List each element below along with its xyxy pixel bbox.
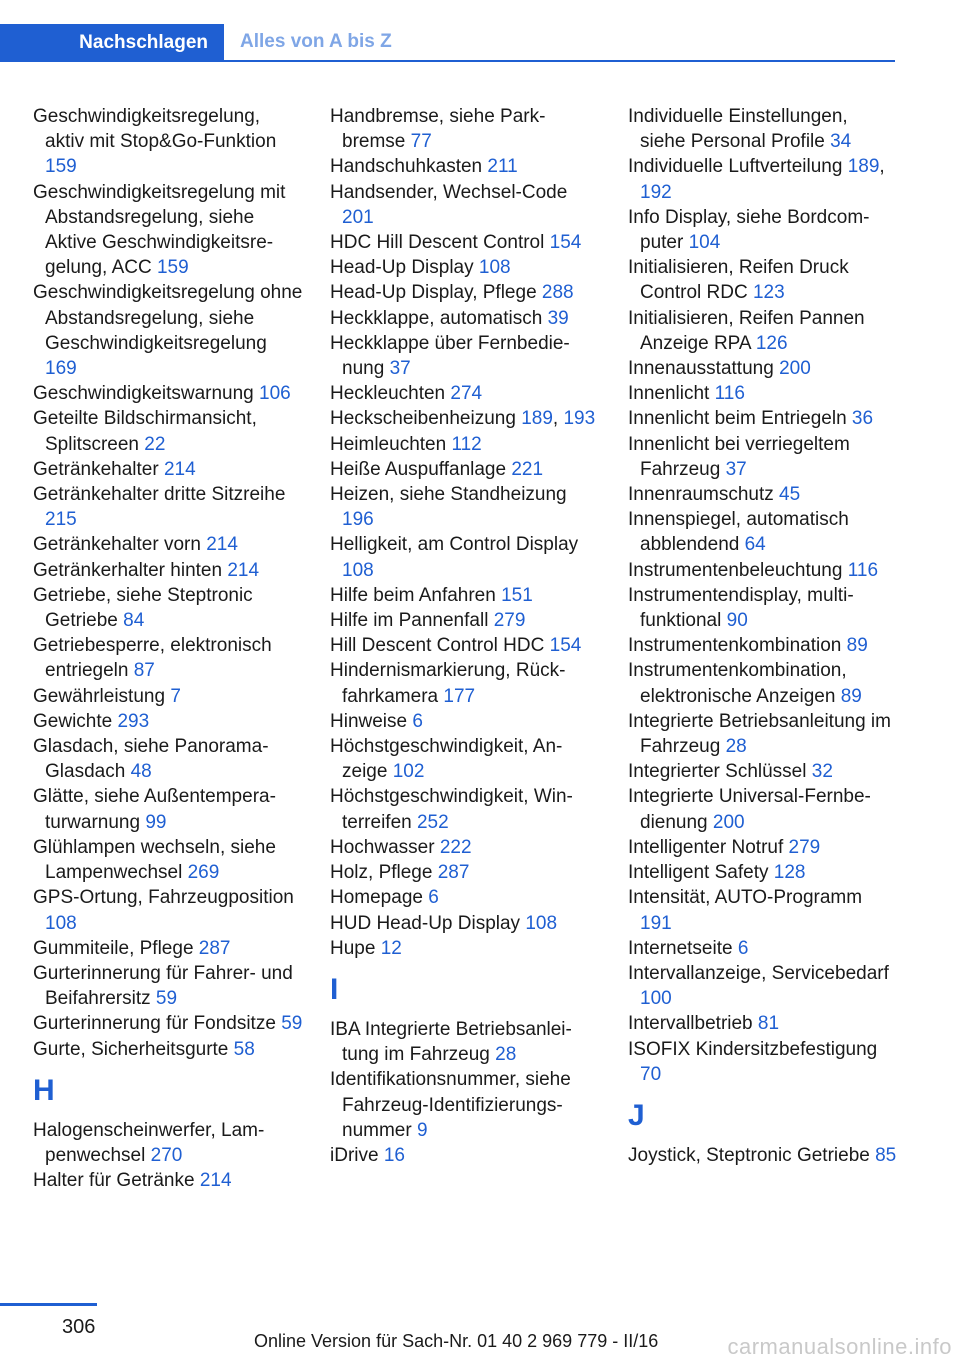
index-term: Heckklappe, automatisch [330, 307, 543, 329]
page-link[interactable]: 85 [875, 1144, 897, 1166]
index-term: Hilfe beim Anfahren [330, 584, 496, 606]
page-link[interactable]: 45 [779, 484, 801, 506]
index-entry [33, 180, 303, 281]
index-entry [628, 558, 898, 583]
index-term: Joystick, Steptronic Getriebe [628, 1144, 870, 1166]
page-link[interactable]: 34 [830, 131, 852, 153]
index-term: HDC Hill Descent Control [330, 232, 545, 254]
index-entry [628, 936, 898, 961]
page-link[interactable]: 214 [163, 458, 196, 480]
index-entry [628, 482, 898, 507]
index-entry [33, 936, 303, 961]
index-entry [628, 961, 898, 1011]
index-term: Innenlicht [628, 383, 710, 405]
page-link[interactable]: 123 [752, 282, 785, 304]
index-term: Instrumentendisplay, multifunktional [628, 584, 854, 632]
page-link[interactable]: 112 [451, 433, 482, 455]
index-term: Heimleuchten [330, 433, 447, 455]
section-letter: I [330, 972, 339, 1006]
page-link[interactable]: 81 [757, 1013, 780, 1035]
page-link[interactable]: 100 [640, 988, 672, 1010]
index-entry [33, 684, 303, 709]
index-entry [628, 381, 898, 406]
index-term: Heizen, siehe Standheizung [330, 484, 567, 506]
index-entry [330, 784, 600, 834]
index-entry [628, 835, 898, 860]
page-link[interactable]: 58 [233, 1038, 255, 1060]
index-entry [330, 911, 600, 936]
index-term: ISOFIX Kindersitzbefestigung [628, 1038, 878, 1060]
index-entry [33, 961, 303, 1011]
index-entry [628, 255, 898, 305]
index-entry [330, 658, 600, 708]
index-column-1 [33, 104, 303, 1193]
page-link[interactable]: 9 [416, 1119, 428, 1141]
index-entry [33, 1118, 303, 1168]
page-link[interactable]: 287 [198, 937, 231, 959]
index-entry [628, 1143, 898, 1168]
index-entry [628, 432, 898, 482]
index-entry [330, 709, 600, 734]
page-link[interactable]: 6 [737, 937, 749, 959]
page-link[interactable]: 87 [133, 660, 155, 682]
index-entry [330, 180, 600, 230]
index-term: Intensität, AUTO-Programm [628, 887, 863, 909]
footer-rule [0, 1303, 97, 1306]
index-entry [628, 154, 898, 204]
page-link[interactable]: 108 [45, 912, 77, 934]
index-entry [330, 280, 600, 305]
index-entry [33, 734, 303, 784]
index-term: HUD Head-Up Display [330, 912, 521, 934]
page-link[interactable]: 222 [439, 836, 472, 858]
index-term: Head-Up Display, Pflege [330, 282, 537, 304]
page-link[interactable]: 28 [495, 1044, 517, 1066]
page-link[interactable]: 214 [206, 534, 238, 556]
online-version-note: Online Version für Sach-Nr. 01 40 2 969 779 - II/16 [254, 1331, 659, 1351]
index-term: Heckscheibenheizung [330, 408, 516, 430]
index-term: Hill Descent Control HDC [330, 635, 545, 657]
index-entry [33, 406, 303, 456]
index-entry [330, 457, 600, 482]
index-entry [33, 1011, 303, 1036]
page-link[interactable]: 59 [281, 1013, 303, 1035]
index-entry [33, 784, 303, 834]
index-entry [330, 835, 600, 860]
tab-nachschlagen[interactable] [0, 24, 224, 62]
index-term: Hochwasser [330, 836, 435, 858]
index-term: Holz, Pflege [330, 862, 433, 884]
index-entry [330, 532, 600, 582]
index-term: Gummiteile, Pflege [33, 937, 194, 959]
page-link[interactable]: 99 [145, 811, 167, 833]
index-entry [33, 381, 303, 406]
index-entry [330, 381, 600, 406]
index-term: Gurterinnerung für Fahrer- und Beifahrersitz [33, 962, 293, 1010]
index-entry [330, 1143, 600, 1168]
page-link[interactable]: 159 [45, 156, 77, 178]
index-term: Individuelle Luftverteilung [628, 156, 843, 178]
index-entry [628, 1037, 898, 1087]
index-column-3 [628, 104, 898, 1168]
index-term: Getränkehalter vorn [33, 534, 201, 556]
index-term: Integrierte Betriebsanleitung im Fahrzeug [628, 710, 891, 758]
page-link[interactable]: 77 [410, 131, 432, 153]
index-entry [33, 482, 303, 532]
tab-alles-label: Alles von A bis Z [240, 31, 392, 52]
page-link[interactable]: 32 [811, 761, 833, 783]
page-link[interactable]: 151 [501, 584, 533, 606]
index-term: Intelligent Safety [628, 862, 769, 884]
page-link[interactable]: 293 [117, 710, 150, 732]
index-entry [330, 608, 600, 633]
index-term: GPS-Ortung, Fahrzeugposition [33, 887, 294, 909]
page-link[interactable]: 39 [547, 307, 569, 329]
page-separator: , [879, 156, 885, 178]
section-letter: H [33, 1073, 55, 1107]
index-entry [330, 885, 600, 910]
index-term: Hilfe im Pannenfall [330, 610, 489, 632]
index-entry [628, 356, 898, 381]
index-term: Hupe [330, 937, 376, 959]
index-term: Hindernismarkierung, Rückfahrkamera [330, 660, 566, 707]
index-term: Heiße Auspuffanlage [330, 458, 507, 480]
index-entry [330, 1017, 600, 1067]
index-term: Innenspiegel, automatisch abblendend [628, 509, 849, 556]
index-entry [628, 860, 898, 885]
page-link[interactable]: 104 [688, 232, 721, 254]
index-entry [628, 885, 898, 935]
page-link[interactable]: 200 [779, 358, 811, 380]
page-link[interactable]: 84 [123, 610, 145, 632]
page-link[interactable]: 64 [744, 534, 766, 556]
page-link[interactable]: 215 [45, 509, 77, 531]
index-entry [628, 658, 898, 708]
page-link[interactable]: 154 [549, 232, 582, 254]
index-entry [33, 633, 303, 683]
index-term: Höchstgeschwindigkeit, Winterreifen [330, 786, 573, 833]
index-entry [628, 1011, 898, 1036]
page-link[interactable]: 16 [383, 1144, 405, 1166]
page-link[interactable]: 12 [380, 937, 402, 959]
page-link[interactable]: 154 [549, 635, 582, 657]
index-entry [33, 1168, 303, 1193]
page-link[interactable]: 37 [725, 458, 747, 480]
index-term: Gurte, Sicherheitsgurte [33, 1038, 229, 1060]
watermark: carmanualsonline.info [727, 1334, 952, 1359]
index-entry [33, 1037, 303, 1062]
index-term: Handbremse, siehe Parkbremse [330, 106, 546, 153]
index-term: Höchstgeschwindigkeit, Anzeige [330, 736, 563, 783]
page-link[interactable]: 196 [342, 509, 374, 531]
page-link[interactable]: 108 [525, 912, 558, 934]
page-link[interactable]: 279 [788, 836, 821, 858]
index-entry [33, 885, 303, 935]
page-link[interactable]: 89 [846, 635, 868, 657]
index-term: Handsender, Wechsel-Code [330, 181, 568, 203]
index-column-2 [330, 104, 600, 1168]
page-link[interactable]: 36 [851, 408, 874, 430]
index-entry [33, 583, 303, 633]
index-entry [330, 331, 600, 381]
index-entry [33, 835, 303, 885]
index-term: Individuelle Einstellungen, siehe Personal Profile [628, 106, 848, 153]
index-term: Hinweise [330, 710, 408, 732]
index-entry [628, 709, 898, 759]
index-term: Integrierter Schlüssel [628, 761, 807, 783]
page-link[interactable]: 89 [840, 685, 862, 707]
index-term: Geschwindigkeitsregelung ohne Abstandsregelung, siehe Geschwindigkeitsregelung [33, 282, 303, 354]
index-term: Heckklappe über Fernbedienung [330, 332, 570, 380]
page-link[interactable]: 191 [640, 912, 672, 934]
index-term: Halogenscheinwerfer, Lampenwechsel [33, 1119, 265, 1166]
index-term: Geteilte Bildschirmansicht, Splitscreen [33, 408, 257, 455]
page-link[interactable]: 90 [726, 610, 748, 632]
index-term: Heckleuchten [330, 383, 446, 405]
index-entry [628, 104, 898, 154]
page-link[interactable]: 193 [563, 408, 596, 430]
index-entry [628, 205, 898, 255]
index-term: Geschwindigkeitsregelung mit Abstandsregelung, siehe Aktive Geschwindigkeitsregelung, ACC [33, 181, 286, 279]
index-entry [330, 432, 600, 457]
index-entry [33, 558, 303, 583]
page-link[interactable]: 287 [437, 862, 470, 884]
index-term: Initialisieren, Reifen Pannen Anzeige RPA [628, 307, 865, 354]
page-link[interactable]: 214 [199, 1170, 232, 1192]
page-link[interactable]: 59 [155, 988, 178, 1010]
page-separator: , [552, 408, 559, 430]
page-link[interactable]: 192 [640, 181, 672, 203]
page-link[interactable]: 48 [130, 761, 152, 783]
index-term: Geschwindigkeitsregelung, aktiv mit Stop&Go-Funktion [33, 106, 277, 153]
page-link[interactable]: 189 [521, 408, 553, 430]
index-term: Getränkerhalter hinten [33, 559, 223, 581]
index-term: Geschwindigkeitswarnung [33, 383, 254, 405]
page-link[interactable]: 7 [170, 685, 181, 707]
page-link[interactable]: 28 [725, 736, 747, 758]
index-entry [330, 482, 600, 532]
page-number: 306 [62, 1316, 96, 1338]
index-term: Glasdach, siehe Panorama-Glasdach [33, 736, 269, 783]
page-link[interactable]: 116 [714, 383, 745, 405]
index-term: IBA Integrierte Betriebsanleitung im Fahrzeug [330, 1018, 572, 1066]
index-term: Gurterinnerung für Fondsitze [33, 1013, 276, 1035]
page-link[interactable]: 106 [259, 383, 291, 405]
index-entry [33, 709, 303, 734]
page-link[interactable]: 200 [712, 811, 745, 833]
page-link[interactable]: 288 [541, 282, 574, 304]
index-term: Instrumentenbeleuchtung [628, 559, 843, 581]
page-link[interactable]: 108 [342, 559, 374, 581]
page-link[interactable]: 37 [389, 358, 411, 380]
page-link[interactable]: 169 [45, 358, 77, 380]
index-entry [628, 507, 898, 557]
index-entry [330, 255, 600, 280]
header-rule [0, 60, 895, 62]
index-entry [330, 154, 600, 179]
page-link[interactable]: 6 [428, 887, 439, 909]
page-link[interactable]: 6 [412, 710, 423, 732]
index-entry [330, 734, 600, 784]
index-entry [628, 306, 898, 356]
page-link[interactable]: 274 [450, 383, 483, 405]
index-entry [330, 633, 600, 658]
index-term: Homepage [330, 887, 423, 909]
index-term: Internetseite [628, 937, 733, 959]
index-entry [330, 104, 600, 154]
page-link[interactable]: 214 [227, 559, 260, 581]
index-entry [330, 1067, 600, 1143]
index-term: Head-Up Display [330, 257, 474, 279]
page-link[interactable]: 189 [847, 156, 880, 178]
index-entry [330, 583, 600, 608]
index-term: Integrierte Universal-Fernbedienung [628, 786, 871, 833]
header-bar [0, 0, 895, 62]
tab-alles-von-a-bis-z[interactable] [240, 24, 392, 60]
page-link[interactable]: 269 [187, 862, 220, 884]
index-term: iDrive [330, 1144, 379, 1166]
page-link[interactable]: 128 [773, 862, 806, 884]
page-link[interactable]: 279 [493, 610, 526, 632]
index-entry [628, 633, 898, 658]
page-link[interactable]: 22 [144, 433, 166, 455]
index-term: Getriebesperre, elektronisch entriegeln [33, 635, 272, 682]
index-entry [330, 306, 600, 331]
page-link[interactable]: 221 [511, 458, 544, 480]
index-term: Helligkeit, am Control Display [330, 534, 579, 556]
index-term: Getränkehalter dritte Sitzreihe [33, 484, 286, 506]
index-term: Halter für Getränke [33, 1170, 195, 1192]
page-link[interactable]: 211 [487, 156, 518, 178]
index-term: Instrumentenkombination [628, 635, 842, 657]
index-entry [330, 406, 600, 431]
index-entry [33, 280, 303, 381]
index-entry [330, 860, 600, 885]
page-link[interactable]: 70 [640, 1063, 662, 1085]
index-entry [330, 230, 600, 255]
index-entry [628, 406, 898, 431]
index-entry [33, 457, 303, 482]
page-link[interactable]: 270 [150, 1144, 183, 1166]
page-link[interactable]: 102 [392, 761, 425, 783]
index-term: Instrumentenkombination, elektronische Anzeigen [628, 660, 847, 707]
page-link[interactable]: 159 [156, 257, 189, 279]
index-entry [330, 936, 600, 961]
page-link[interactable]: 177 [443, 685, 476, 707]
index-term: Glätte, siehe Außentemperaturwarnung [33, 786, 276, 833]
page-link[interactable]: 201 [342, 206, 374, 228]
index-entry [628, 784, 898, 834]
index-entry [628, 759, 898, 784]
index-term: Glühlampen wechseln, siehe Lampenwechsel [33, 836, 276, 884]
index-term: Intelligenter Notruf [628, 836, 784, 858]
index-term: Innenlicht beim Entriegeln [628, 408, 847, 430]
index-entry [33, 532, 303, 557]
index-term: Initialisieren, Reifen Druck Control RDC [628, 257, 849, 304]
index-entry [628, 583, 898, 633]
index-term: Gewichte [33, 710, 113, 732]
index-term: Intervallanzeige, Servicebedarf [628, 962, 889, 984]
index-term: Gewährleistung [33, 685, 166, 707]
index-term: Innenausstattung [628, 358, 774, 380]
index-term: Identifikationsnummer, siehe Fahrzeug-Identifizierungsnummer [330, 1069, 571, 1141]
index-term: Intervallbetrieb [628, 1013, 753, 1035]
page-link[interactable]: 252 [416, 811, 449, 833]
page-link[interactable]: 116 [847, 559, 879, 581]
index-term: Innenlicht bei verriegeltem Fahrzeug [628, 433, 850, 480]
tab-nachschlagen-label: Nachschlagen [79, 32, 208, 53]
index-term: Info Display, siehe Bordcomputer [628, 206, 870, 254]
index-entry [33, 104, 303, 180]
index-term: Getränkehalter [33, 458, 159, 480]
index-term: Handschuhkasten [330, 156, 483, 178]
section-letter: J [628, 1098, 645, 1132]
index-term: Getriebe, siehe Steptronic Getriebe [33, 584, 253, 632]
page-link[interactable]: 108 [478, 257, 511, 279]
page-link[interactable]: 126 [755, 332, 788, 354]
index-term: Innenraumschutz [628, 484, 774, 506]
